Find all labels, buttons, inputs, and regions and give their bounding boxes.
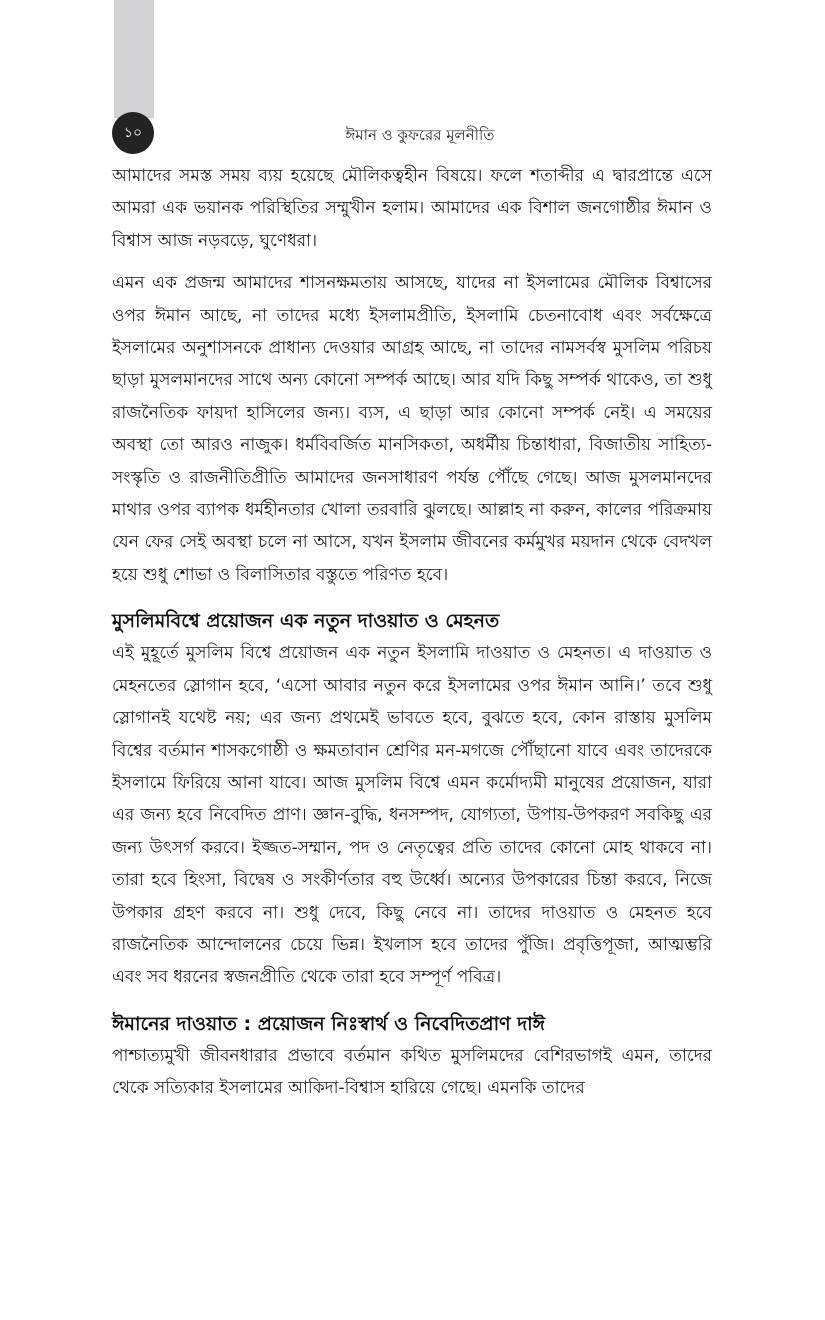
page-body xyxy=(112,160,712,1115)
page-number-badge: ১০ xyxy=(112,112,154,154)
paragraph-2: এমন এক প্রজন্ম আমাদের শাসনক্ষমতায় আসছে, যাদের না ইসলামের মৌলিক বিশ্বাসের ওপর ঈমান আছে, না তাদের মধ্যে ইসলামপ্রীতি, ইসলামি চেতনাবোধ এবং সর্বক্ষেত্রে ইসলামের অনুশাসনকে প্রাধান্য দেওয়ার আগ্রহ আছে, না তাদের নামসর্বস্ব মুসলিম পরিচয় ছাড়া মুসলমানদের সাথে অন্য কোনো সম্পর্ক আছে। আর যদি কিছু সম্পর্ক থাকেও, তা শুধু রাজনৈতিক ফায়দা হাসিলের জন্য। ব্যস, এ ছাড়া আর কোনো সম্পর্ক নেই। এ সময়ের অবস্থা তো আরও নাজুক। ধর্মবিবর্জিত মানসিকতা, অধর্মীয় চিন্তাধারা, বিজাতীয় সাহিত্য-সংস্কৃতি ও রাজনীতিপ্রীতি আমাদের জনসাধারণ পর্যন্ত পৌঁছে গেছে। আজ মুসলমানদের মাথার ওপর ব্যাপক ধর্মহীনতার খোলা তরবারি ঝুলছে। আল্লাহ না করুন, কালের পরিক্রমায় যেন ফের সেই অবস্থা চলে না আসে, যখন ইসলাম জীবনের কর্মমুখর ময়দান থেকে বেদখল হয়ে শুধু শোভা ও বিলাসিতার বস্তুতে পরিণত হবে। xyxy=(112,273,712,585)
side-tab-decoration xyxy=(114,0,154,118)
section-heading-1: মুসলিমবিশ্বে প্রয়োজন এক নতুন দাওয়াত ও মেহনত xyxy=(112,610,500,633)
paragraph-1: আমাদের সমস্ত সময় ব্যয় হয়েছে মৌলিকত্বহীন বিষয়ে। ফলে শতাব্দীর এ দ্বারপ্রান্তে এসে আমরা এক ভয়ানক পরিস্থিতির সম্মুখীন হলাম। আমাদের এক বিশাল জনগোষ্ঠীর ঈমান ও বিশ্বাস আজ নড়বড়ে, ঘুণেধরা। xyxy=(112,166,712,251)
running-header-title: ঈমান ও কুফরের মূলনীতি xyxy=(345,126,495,144)
paragraph-3: এই মুহূর্তে মুসলিম বিশ্বে প্রয়োজন এক নতুন ইসলামি দাওয়াত ও মেহনত। এ দাওয়াত ও মেহনতের স্লোগান হবে, ‘এসো আবার নতুন করে ইসলামের ওপর ঈমান আনি।’ তবে শুধু স্লোগানই যথেষ্ট নয়; এর জন্য প্রথমেই ভাবতে হবে, বুঝতে হবে, কোন রাস্তায় মুসলিম বিশ্বের বর্তমান শাসকগোষ্ঠী ও ক্ষমতাবান শ্রেণির মন-মগজে পৌঁছানো যাবে এবং তাদেরকে ইসলামে ফিরিয়ে আনা যাবে। আজ মুসলিম বিশ্বে এমন কর্মোদ্যমী মানুষের প্রয়োজন, যারা এর জন্য হবে নিবেদিত প্রাণ। জ্ঞান-বুদ্ধি, ধনসম্পদ, যোগ্যতা, উপায়-উপকরণ সবকিছু এর জন্য উৎসর্গ করবে। ইজ্জত-সম্মান, পদ ও নেতৃত্বের প্রতি তাদের কোনো মোহ থাকবে না। তারা হবে হিংসা, বিদ্বেষ ও সংকীর্ণতার বহু উর্ধ্বে। অন্যের উপকারের চিন্তা করবে, নিজে উপকার গ্রহণ করবে না। শুধু দেবে, কিছু নেবে না। তাদের দাওয়াত ও মেহনত হবে রাজনৈতিক আন্দোলনের চেয়ে ভিন্ন। ইখলাস হবে তাদের পুঁজি। প্রবৃত্তিপূজা, আত্মম্ভরি এবং সব ধরনের স্বজনপ্রীতি থেকে তারা হবে সম্পূর্ণ পবিত্র। xyxy=(112,643,712,988)
section-heading-2: ঈমানের দাওয়াত : প্রয়োজন নিঃস্বার্থ ও নিবেদিতপ্রাণ দাঈ xyxy=(112,1012,546,1035)
paragraph-4: পাশ্চাত্যমুখী জীবনধারার প্রভাবে বর্তমান কথিত মুসলিমদের বেশিরভাগই এমন, তাদের থেকে সত্যিকার ইসলামের আকিদা-বিশ্বাস হারিয়ে গেছে। এমনকি তাদের xyxy=(112,1045,712,1099)
